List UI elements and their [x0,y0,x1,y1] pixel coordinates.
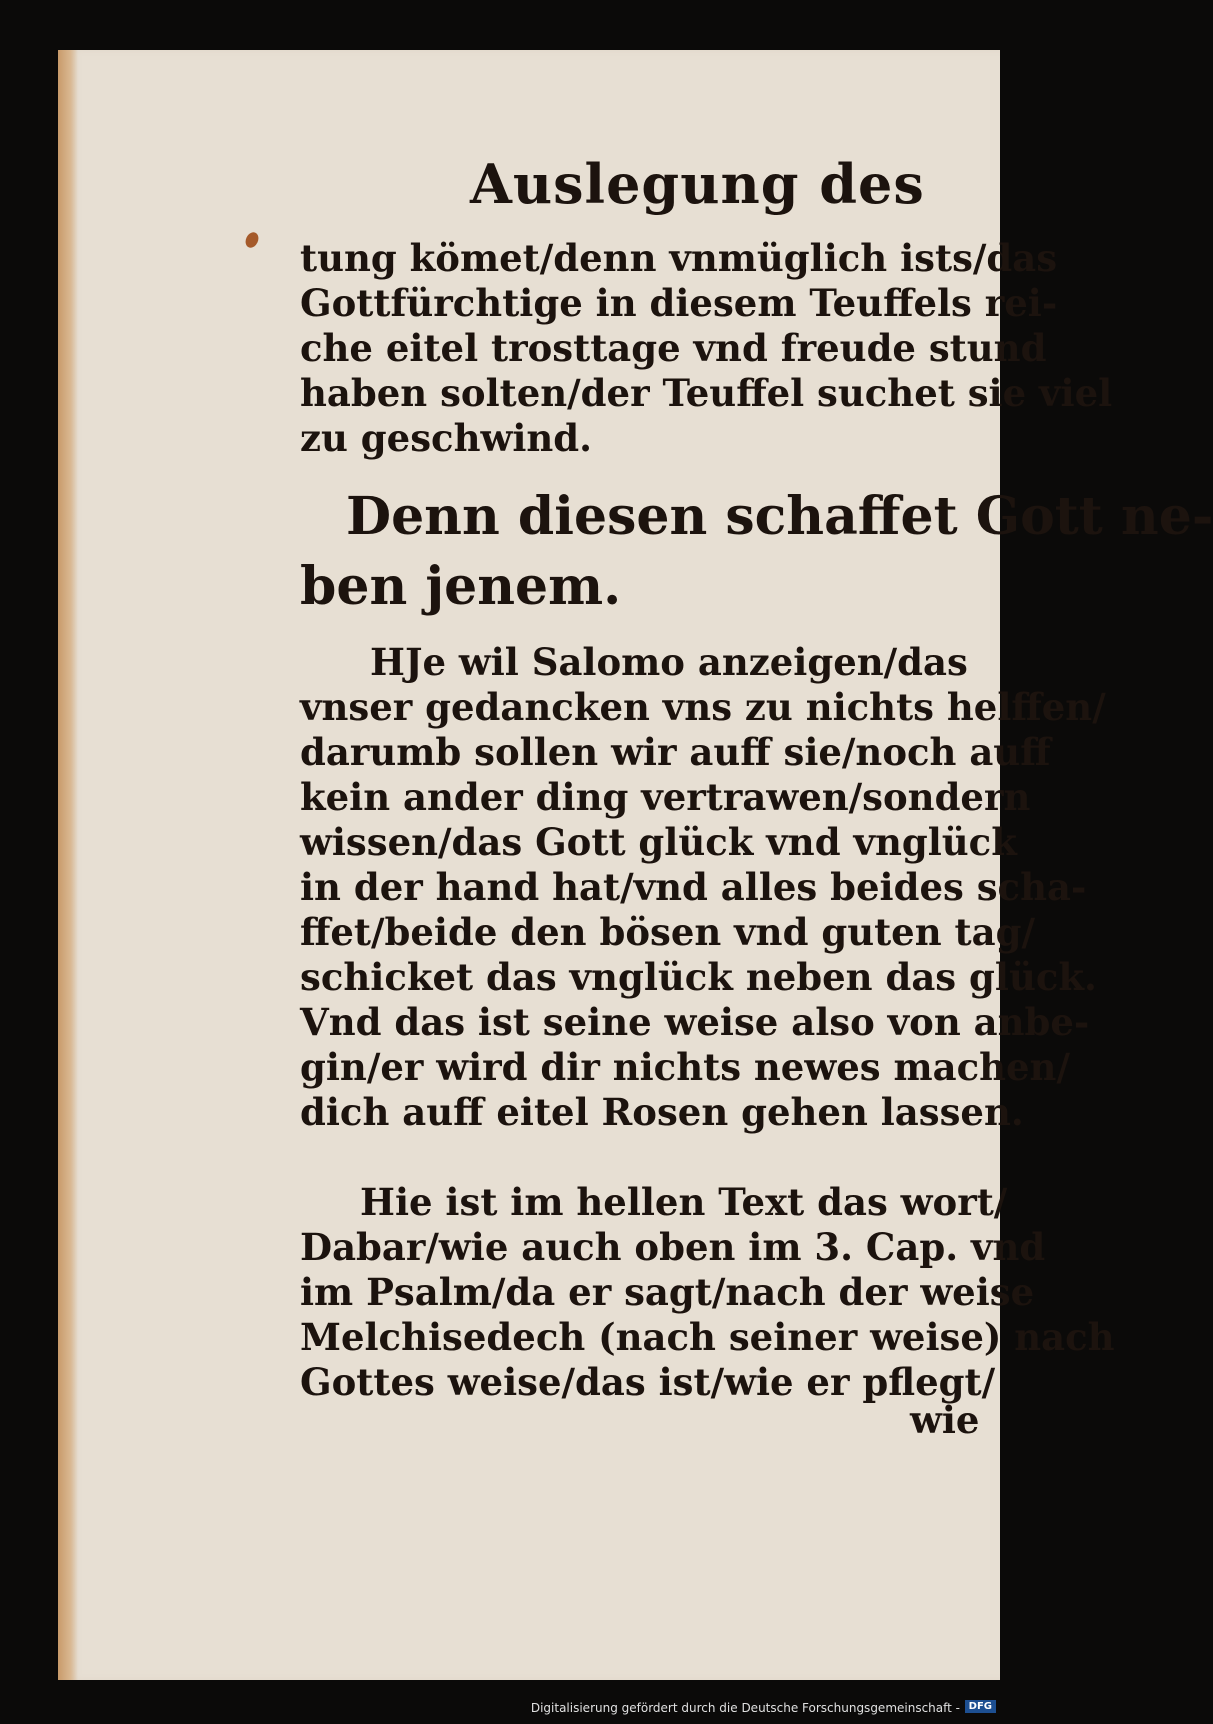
text-line: dich auff eitel Rosen gehen lassen. [300,1090,1024,1134]
text-line: haben solten/der Teuffel suchet sie viel [300,371,1113,415]
text-line: Vnd das ist seine weise also von anbe- [300,1000,1090,1044]
text-line: tung kömet/denn vnmüglich ists/das [300,236,1058,280]
text-line: schicket das vnglück neben das glück. [300,955,1097,999]
heading-line: ben jenem. [300,556,622,617]
paragraph-2 [300,640,1106,1135]
text-line: ffet/beide den bösen vnd guten tag/ [300,910,1035,954]
section-heading [300,482,1213,622]
text-line: Gottfürchtige in diesem Teuffels rei- [300,281,1058,325]
text-line: Dabar/wie auch oben im 3. Cap. vnd [300,1225,1046,1269]
heading-line: Denn diesen schaffet Gott ne- [346,486,1213,547]
text-line: darumb sollen wir auff sie/noch auff [300,730,1051,774]
text-line: kein ander ding vertrawen/sondern [300,775,1031,819]
text-line: im Psalm/da er sagt/nach der weise [300,1270,1035,1314]
text-line: zu geschwind. [300,416,593,460]
text-line: HJe wil Salomo anzeigen/das [370,640,968,684]
text-line: Hie ist im hellen Text das wort/ [360,1180,1008,1224]
text-line: in der hand hat/vnd alles beides scha- [300,865,1087,909]
page-gutter-edge [58,50,78,1680]
catchword: wie [910,1398,980,1442]
running-head: Auslegung des [470,152,925,216]
paragraph-3 [300,1180,1115,1405]
digitization-credit: Digitalisierung gefördert durch die Deutsche Forschungsgemeinschaft - [530,1701,960,1715]
text-line: wissen/das Gott glück vnd vnglück [300,820,1017,864]
text-line: Melchisedech (nach seiner weise) nach [300,1315,1115,1359]
text-line: che eitel trosttage vnd freude stund [300,326,1047,370]
text-line: vnser gedancken vns zu nichts helffen/ [300,685,1106,729]
dfg-logo[interactable]: DFG [965,1700,996,1713]
text-line: gin/er wird dir nichts newes machen/ [300,1045,1070,1089]
text-line: Gottes weise/das ist/wie er pflegt/ [300,1360,996,1404]
paragraph-1 [300,236,1113,461]
